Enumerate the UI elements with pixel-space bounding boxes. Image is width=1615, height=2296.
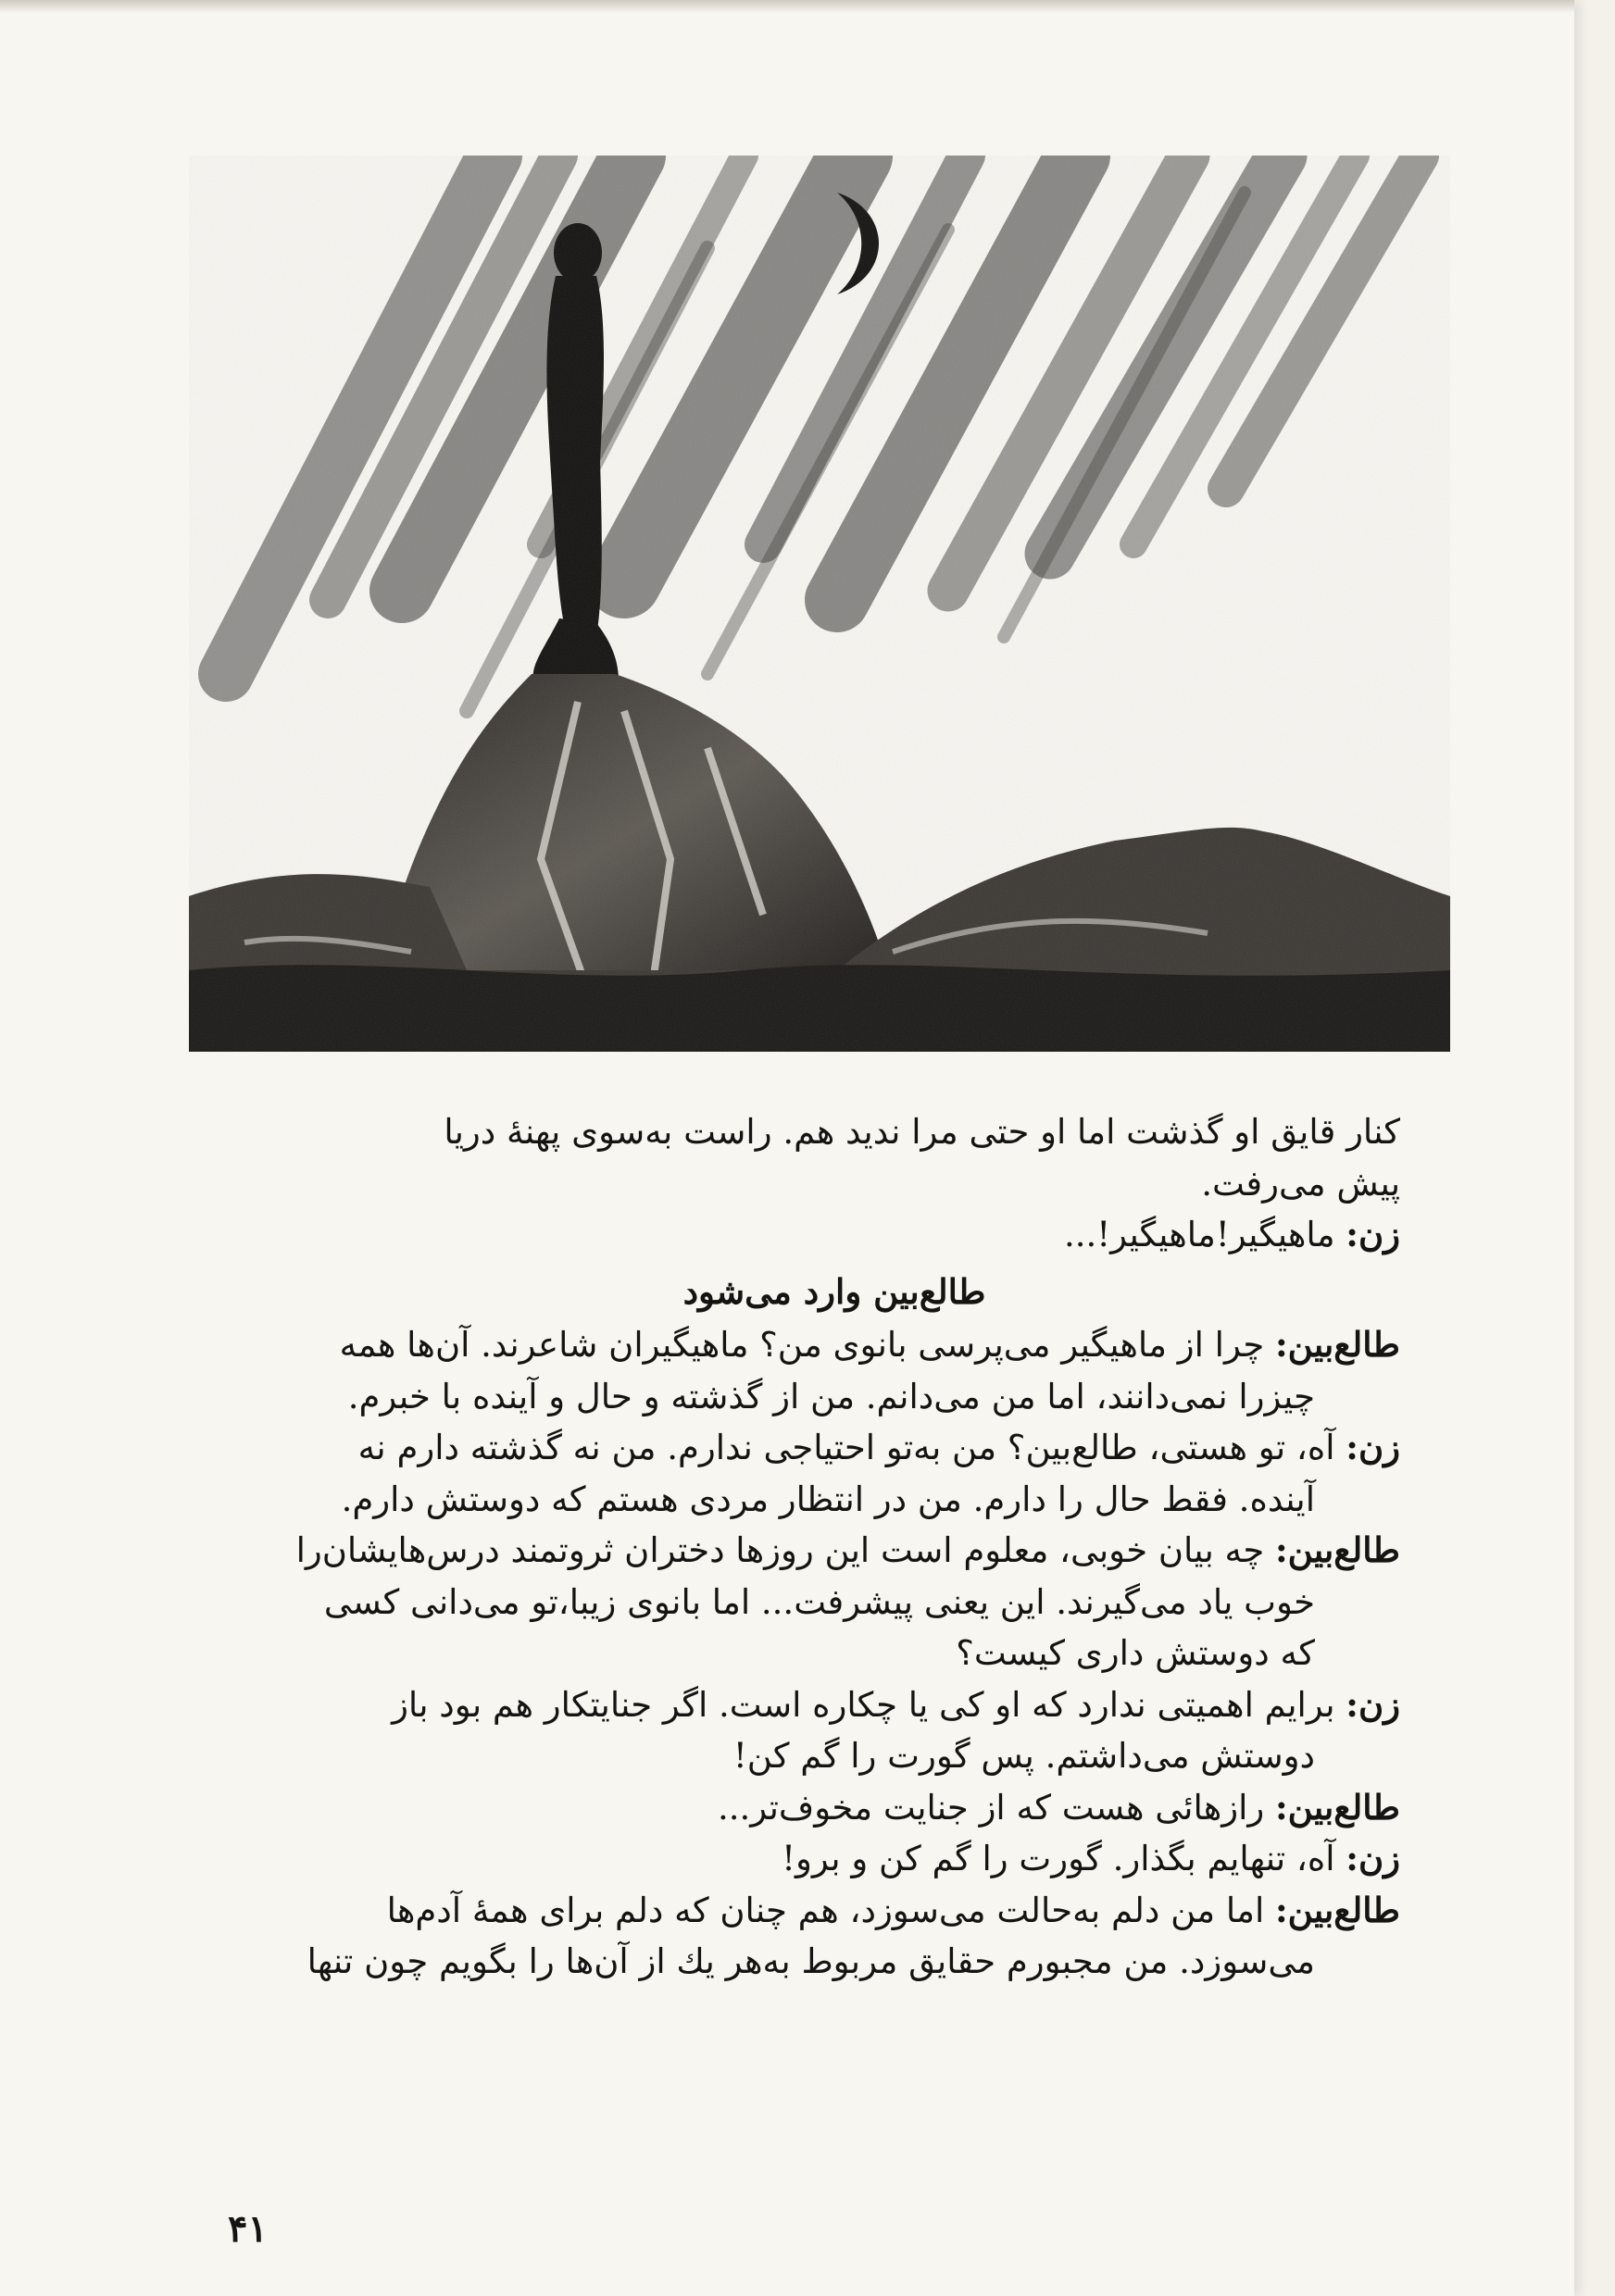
speaker-name: طالع‌بین: bbox=[1275, 1889, 1400, 1930]
text-line: برایم اهمیتی ندارد که او کی یا چکاره است. اگر جنایتکار هم بود باز bbox=[392, 1684, 1335, 1725]
text-line: چیزرا نمی‌دانند، اما من می‌دانم. من از گذشته و حال و آینده با خبرم. bbox=[347, 1376, 1315, 1416]
speaker-name: طالع‌بین: bbox=[1275, 1529, 1400, 1570]
stage-direction: طالع‌بین وارد می‌شود bbox=[682, 1270, 986, 1312]
text-line: اما من دلم به‌حالت می‌سوزد، هم چنان که دلم برای همهٔ آدم‌ها bbox=[386, 1890, 1265, 1930]
dialogue-paragraph bbox=[269, 1833, 1400, 1885]
dialogue-paragraph bbox=[269, 1782, 1400, 1834]
text-line: چه بیان خوبی، معلوم است این روزها دختران ثروتمند درس‌هایشان‌را bbox=[295, 1530, 1265, 1570]
dialogue-paragraph bbox=[269, 1679, 1400, 1782]
text-line: دوستش می‌داشتم. پس گورت را گم کن! bbox=[732, 1736, 1315, 1776]
dialogue-paragraph bbox=[269, 1525, 1400, 1679]
dialogue-paragraph bbox=[269, 1209, 1400, 1261]
dialogue-paragraph bbox=[269, 1319, 1400, 1422]
text-line: پیش می‌رفت. bbox=[1201, 1163, 1400, 1204]
speaker-name: طالع‌بین: bbox=[1275, 1786, 1400, 1828]
speaker-name: زن: bbox=[1346, 1214, 1400, 1254]
text-line: آینده. فقط حال را دارم. من در انتظار مردی هستم که دوستش دارم. bbox=[341, 1479, 1315, 1519]
page-top-edge bbox=[0, 0, 1574, 13]
page-number: ۴۱ bbox=[228, 2207, 268, 2251]
speaker-name: طالع‌بین: bbox=[1275, 1324, 1400, 1365]
text-line: چرا از ماهیگیر می‌پرسی بانوی من؟ ماهیگیران شاعرند. آن‌ها همه bbox=[339, 1325, 1265, 1365]
text-line: کنار قایق او گذشت اما او حتی مرا ندید هم. راست به‌سوی پهنهٔ دریا bbox=[444, 1112, 1400, 1152]
speaker-name: زن: bbox=[1346, 1683, 1400, 1725]
dialogue-paragraph bbox=[269, 1422, 1400, 1525]
speaker-name: زن: bbox=[1346, 1427, 1400, 1467]
text-line: خوب یاد می‌گیرند. این یعنی پیشرفت... اما بانوی زیبا،تو می‌دانی کسی bbox=[323, 1581, 1315, 1622]
speaker-name: زن: bbox=[1346, 1838, 1400, 1878]
dialogue-paragraph bbox=[269, 1885, 1400, 1988]
dialogue-text bbox=[269, 1106, 1400, 1988]
text-line: آه، تو هستی، طالع‌بین؟ من به‌تو احتیاجی ندارم. من نه گذشته دارم نه bbox=[357, 1428, 1335, 1467]
text-line: ماهیگیر!ماهیگیر!... bbox=[1063, 1215, 1335, 1254]
text-line: که دوستش داری کیست؟ bbox=[956, 1633, 1315, 1673]
text-line: آه، تنهایم بگذار. گورت را گم کن و برو! bbox=[782, 1839, 1335, 1878]
narration-paragraph bbox=[269, 1106, 1400, 1209]
text-line: می‌سوزد. من مجبورم حقایق مربوط به‌هر یك از آن‌ها را بگویم چون تنها bbox=[307, 1941, 1315, 1981]
illustration-drawing bbox=[189, 156, 1450, 1052]
illustration bbox=[189, 156, 1450, 1052]
text-line: رازهائی هست که از جنایت مخوف‌تر... bbox=[717, 1787, 1265, 1828]
